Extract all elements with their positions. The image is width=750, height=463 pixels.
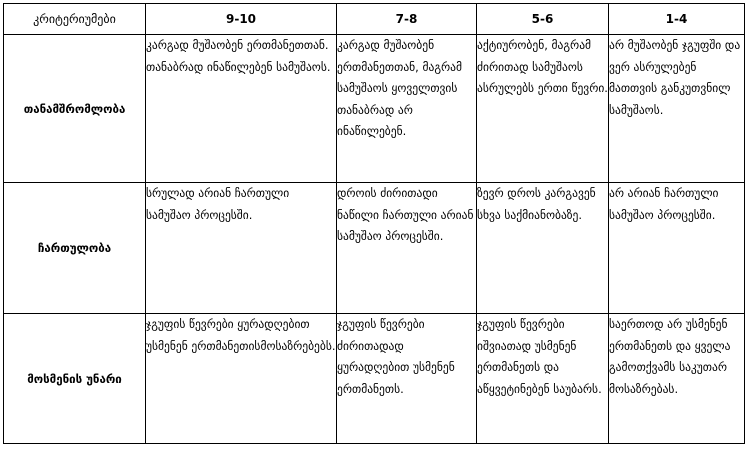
table-cell: კარგად მუშაობენ ერთმანეთთან. თანაბრად ინაწილებენ სამუშაოს. (146, 35, 337, 183)
table-cell: ჯგუფის წევრები ყურადღებით უსმენენ ერთმანეთისმოსაზრებებს. (146, 314, 337, 444)
header-score-1-4: 1-4 (609, 4, 745, 35)
table-cell: საერთოდ არ უსმენენ ერთმანეთს და ყველა გამოთქვამს საკუთარ მოსაზრებას. (609, 314, 745, 444)
table-cell: არ არიან ჩართული სამუშაო პროცესში. (609, 183, 745, 314)
header-score-5-6: 5-6 (477, 4, 609, 35)
table-cell: არ მუშაობენ ჯგუფში და ვერ ასრულებენ მათთვის განკუთვნილ სამუშაოს. (609, 35, 745, 183)
table-cell: კარგად მუშაობენ ერთმანეთთან, მაგრამ სამუშაოს ყოველთვის თანაბრად არ ინაწილებენ. (337, 35, 477, 183)
header-row (4, 4, 745, 35)
table-cell: ჯგუფის წევრები იშვიათად უსმენენ ერთმანეთს და აწყვეტინებენ საუბარს. (477, 314, 609, 444)
table-row-collaboration (4, 35, 745, 183)
table-row-listening (4, 314, 745, 444)
table-cell: აქტიურობენ, მაგრამ ძირითად სამუშაოს ასრულებს ერთი წევრი. (477, 35, 609, 183)
table-cell: ჯგუფის წევრები ძირითადად ყურადღებით უსმენენ ერთმანეთს. (337, 314, 477, 444)
header-criteria: კრიტერიუმები (4, 4, 146, 35)
rubric-table (3, 3, 745, 444)
criterion-listening: მოსმენის უნარი (4, 314, 146, 444)
criterion-collaboration: თანამშრომლობა (4, 35, 146, 183)
criterion-engagement: ჩართულობა (4, 183, 146, 314)
table-cell: დროის ძირითადი ნაწილი ჩართული არიან სამუშაო პროცესში. (337, 183, 477, 314)
header-score-9-10: 9-10 (146, 4, 337, 35)
table-row-engagement (4, 183, 745, 314)
header-score-7-8: 7-8 (337, 4, 477, 35)
table-cell: სრულად არიან ჩართული სამუშაო პროცესში. (146, 183, 337, 314)
table-cell: ზევრ დროს კარგავენ სხვა საქმიანობაზე. (477, 183, 609, 314)
